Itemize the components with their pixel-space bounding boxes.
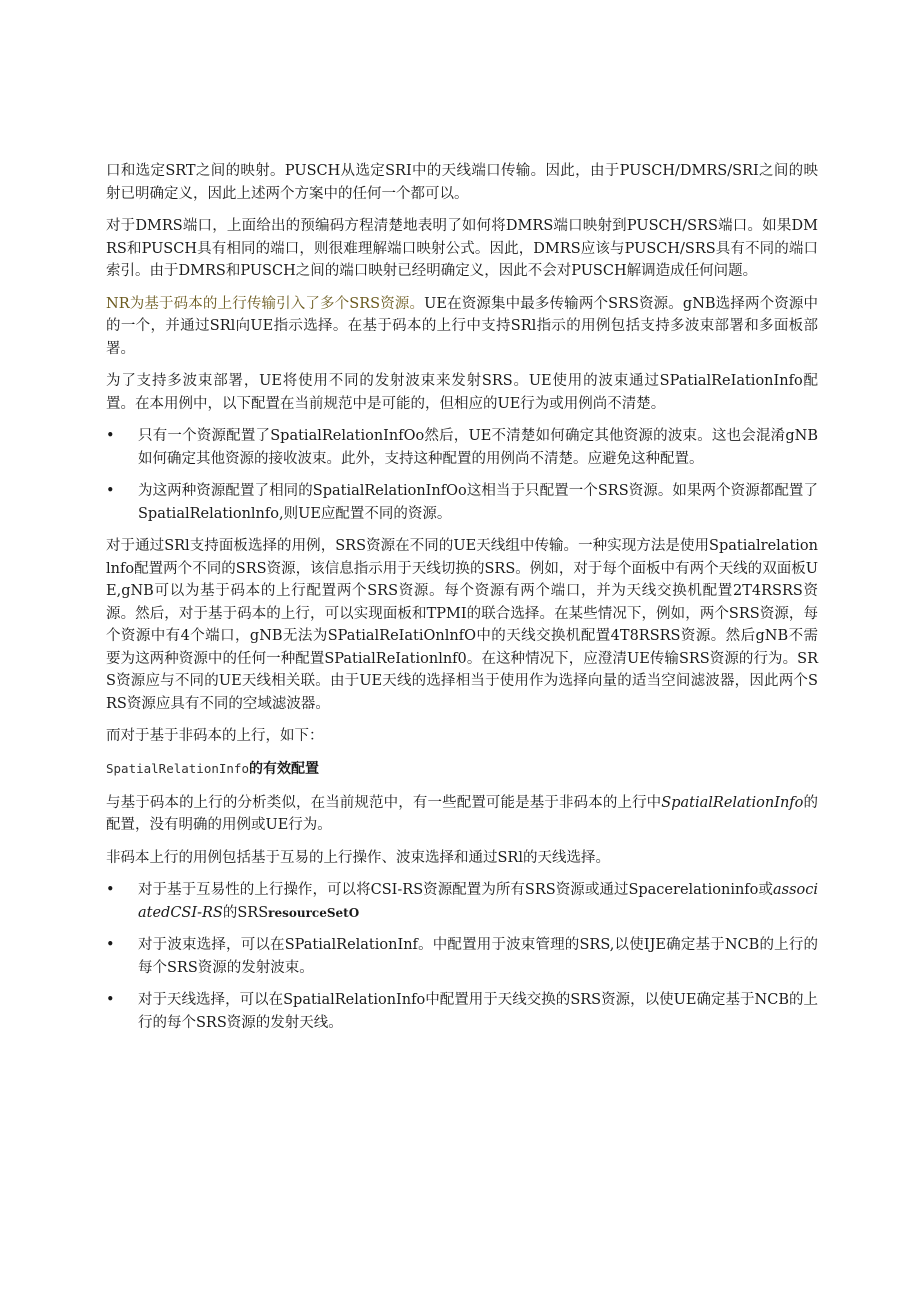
bullet-text: 的SRS (222, 904, 269, 921)
bullet-item (106, 989, 818, 1034)
bullet-text: 为这两种资源配置了相同的SpatialRelationInfOo这相当于只配置一个SRS资源。如果两个资源都配置了SpatialRelationlnfo,则UE应配置不同的资源。 (138, 483, 818, 522)
bullet-mark: • (106, 428, 115, 444)
heading-code: SpatialRelationInfo (106, 760, 249, 776)
section-heading (106, 758, 818, 780)
paragraph-text: 的配置，没有明确的用例或UE行为。 (106, 794, 819, 833)
paragraph-non-codebook-intro: 而对于基于非码本的上行，如下： (106, 728, 324, 744)
document-page (106, 160, 818, 1044)
paragraph-text: 与基于码本的上行的分析类似，在当前规范中，有一些配置可能是基于非码本的上行中 (106, 794, 662, 811)
bullet-mark: • (106, 483, 115, 499)
paragraph-multi-beam: 为了支持多波束部署，UE将使用不同的发射波束来发射SRS。UE使用的波束通过SPatialReIationInfo配置。在本用例中，以下配置在当前规范中是可能的，但相应的UE行为或用例尚不清楚。 (106, 373, 818, 412)
heading-text: 的有效配置 (249, 760, 319, 777)
bullet-text: 对于基于互易性的上行操作，可以将CSI-RS资源配置为所有SRS资源或通过Spacerelationinfo或 (138, 882, 773, 898)
paragraph-multiple-srs (106, 293, 818, 361)
paragraph-dmrs-ports: 对于DMRS端口，上面给出的预编码方程清楚地表明了如何将DMRS端口映射到PUSCH/SRS端口。如果DMRS和PUSCH具有相同的端口，则很难理解端口映射公式。因此，DMRS应该与PUSCH/SRS具有不同的端口索引。由于DMRS和PUSCH之间的端口映射已经明确定义，因此不会对PUSCH解调造成任何问题。 (106, 218, 818, 279)
bullet-text: 只有一个资源配置了SpatialRelationInfOo然后，UE不清楚如何确定其他资源的波束。这也会混淆gNB如何确定其他资源的接收波束。此外，支持这种配置的用例尚不清楚。应避免这种配置。 (138, 428, 818, 467)
paragraph-use-cases: 非码本上行的用例包括基于互易的上行操作、波束选择和通过SRl的天线选择。 (106, 849, 610, 866)
bullet-mark: • (106, 882, 115, 898)
bullet-item (106, 425, 818, 470)
paragraph-non-codebook-analysis (106, 792, 818, 837)
bold-term: resourceSetO (268, 905, 360, 920)
bullet-item (106, 934, 818, 979)
bullet-item (106, 879, 818, 924)
highlighted-sentence: NR为基于码本的上行传输引入了多个SRS资源。 (106, 295, 425, 312)
bullet-text: 对于波束选择，可以在SPatialRelationInf。中配置用于波束管理的SRS,以使IJE确定基于NCB的上行的每个SRS资源的发射波束。 (138, 937, 818, 976)
bullet-mark: • (106, 937, 115, 953)
paragraph-text: UE在资源集中最多传输两个SRS资源。gNB选择两个资源中的一个，并通过SRl向UE指示选择。在基于码本的上行中支持SRl指示的用例包括支持多波束部署和多面板部署。 (106, 295, 819, 357)
bullet-mark: • (106, 992, 115, 1008)
paragraph-panel-selection: 对于通过SRl支持面板选择的用例，SRS资源在不同的UE天线组中传输。一种实现方法是使用Spatialrelationlnfo配置两个不同的SRS资源，该信息指示用于天线切换的SRS。例如，对于每个面板中有两个天线的双面板UE,gNB可以为基于码本的上行配置两个SRS资源。每个资源有两个端口，并为天线交换机配置2T4RSRS资源。然后，对于基于码本的上行，可以实现面板和TPMI的联合选择。在某些情况下，例如，两个SRS资源，每个资源中有4个端口，gNB无法为SPatialReIatiOnlnfO中的天线交换机配置4T8RSRS资源。然后gNB不需要为这两种资源中的任何一种配置SPatialReIationlnf0。在这种情况下，应澄清UE传输SRS资源的行为。SRS资源应与不同的UE天线相关联。由于UE天线的选择相当于使用作为选择向量的适当空间滤波器，因此两个SRS资源应具有不同的空域滤波器。 (106, 538, 818, 712)
bullet-text: 对于天线选择，可以在SpatialRelationInfo中配置用于天线交换的SRS资源，以使UE确定基于NCB的上行的每个SRS资源的发射天线。 (138, 992, 818, 1031)
paragraph-srt-mapping: 口和选定SRT之间的映射。PUSCH从选定SRI中的天线端口传输。因此，由于PUSCH/DMRS/SRI之间的映射已明确定义，因此上述两个方案中的任何一个都可以。 (106, 163, 818, 202)
italic-term: associatedCSI-RS (138, 882, 818, 921)
bullet-item (106, 480, 818, 525)
italic-term: SpatialRelationInfo (661, 794, 804, 811)
